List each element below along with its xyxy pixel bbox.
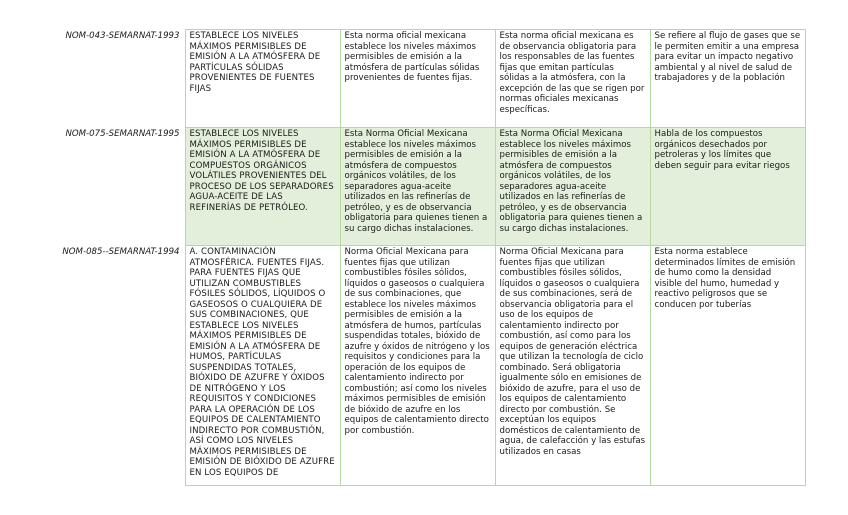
norm-code: NOM-043-SEMARNAT-1993 <box>65 30 180 41</box>
table-row <box>36 246 805 486</box>
norm-description: Esta norma oficial mexicana establece los niveles máximos permisibles de emisión a la atmósfera de partículas sólidas provenientes de fuentes fijas. <box>340 30 495 128</box>
norm-scope: Norma Oficial Mexicana para fuentes fijas que utilizan combustibles fósiles sólidos, líquidos o gaseosos o cualquiera de sus combinaciones, será de observancia obligatoria para el uso de los equipos de calentamiento indirecto por combustión, así como para los equipos de generación eléctrica que utilizan la tecnología de ciclo combinado. Será obligatoria igualmente sólo en emisiones de bióxido de azufre, para el uso de los equipos de calentamiento directo por combustión. Se exceptúan los equipos domésticos de calentamiento de agua, de calefacción y las estufas utilizados en casas <box>495 246 650 486</box>
norms-table <box>36 29 806 486</box>
norm-summary: Habla de los compuestos orgánicos desechados por petroleras y los límites que deben seguir para evitar riegos <box>650 128 805 246</box>
norm-scope: Esta norma oficial mexicana es de observancia obligatoria para los responsables de las fuentes fijas que emitan partículas sólidas a la atmósfera, con la excepción de las que se rigen por normas oficiales mexicanas específicas. <box>495 30 650 128</box>
norm-title: ESTABLECE LOS NIVELES MÁXIMOS PERMISIBLES DE EMISIÓN A LA ATMÓSFERA DE PARTÍCULAS SÓLIDAS PROVENIENTES DE FUENTES FIJAS <box>185 30 340 128</box>
norm-code: NOM-085--SEMARNAT-1994 <box>62 246 180 257</box>
norm-title: ESTABLECE LOS NIVELES MÁXIMOS PERMISIBLES DE EMISIÓN A LA ATMÓSFERA DE COMPUESTOS ORGÁNICOS VOLÁTILES PROVENIENTES DEL PROCESO DE LOS SEPARADORES AGUA-ACEITE DE LAS REFINERÍAS DE PETRÓLEO. <box>185 128 340 246</box>
norm-scope: Esta Norma Oficial Mexicana establece los niveles máximos permisibles de emisión a la atmósfera de compuestos orgánicos volátiles, de los separadores agua-aceite utilizados en las refinerías de petróleo, y es de observancia obligatoria para quienes tienen a su cargo dichas instalaciones. <box>495 128 650 246</box>
table-row <box>36 30 805 128</box>
norm-code: NOM-075-SEMARNAT-1995 <box>65 128 180 139</box>
norm-title: A. CONTAMINACIÓN ATMOSFÉRICA. FUENTES FIJAS. PARA FUENTES FIJAS QUE UTILIZAN COMBUSTIBLES FÓSILES SÓLIDOS, LÍQUIDOS O GASEOSOS O CUALQUIERA DE SUS COMBINACIONES, QUE ESTABLECE LOS NIVELES MÁXIMOS PERMISIBLES DE EMISIÓN A LA ATMÓSFERA DE HUMOS, PARTÍCULAS SUSPENDIDAS TOTALES, BIÓXIDO DE AZUFRE Y ÓXIDOS DE NITRÓGENO Y LOS REQUISITOS Y CONDICIONES PARA LA OPERACIÓN DE LOS EQUIPOS DE CALENTAMIENTO INDIRECTO POR COMBUSTIÓN, ASÍ COMO LOS NIVELES MÁXIMOS PERMISIBLES DE EMISIÓN DE BIÓXIDO DE AZUFRE EN LOS EQUIPOS DE <box>185 246 340 486</box>
norm-description: Esta Norma Oficial Mexicana establece los niveles máximos permisibles de emisión a la atmósfera de compuestos orgánicos volátiles, de los separadores agua-aceite utilizados en las refinerías de petróleo, y es de observancia obligatoria para quienes tienen a su cargo dichas instalaciones. <box>340 128 495 246</box>
norm-summary: Se refiere al flujo de gases que se le permiten emitir a una empresa para evitar un impacto negativo ambiental y al nivel de salud de trabajadores y de la población <box>650 30 805 128</box>
norm-summary: Esta norma establece determinados límites de emisión de humo como la densidad visible del humo, humedad y reactivo peligrosos que se conducen por tuberías <box>650 246 805 486</box>
table-row <box>36 128 805 246</box>
norm-description: Norma Oficial Mexicana para fuentes fijas que utilizan combustibles fósiles sólidos, líquidos o gaseosos o cualquiera de sus combinaciones, que establece los niveles máximos permisibles de emisión a la atmósfera de humos, partículas suspendidas totales, bióxido de azufre y óxidos de nitrógeno y los requisitos y condiciones para la operación de los equipos de calentamiento indirecto por combustión; así como los niveles máximos permisibles de emisión de bióxido de azufre en los equipos de calentamiento directo por combustión. <box>340 246 495 486</box>
